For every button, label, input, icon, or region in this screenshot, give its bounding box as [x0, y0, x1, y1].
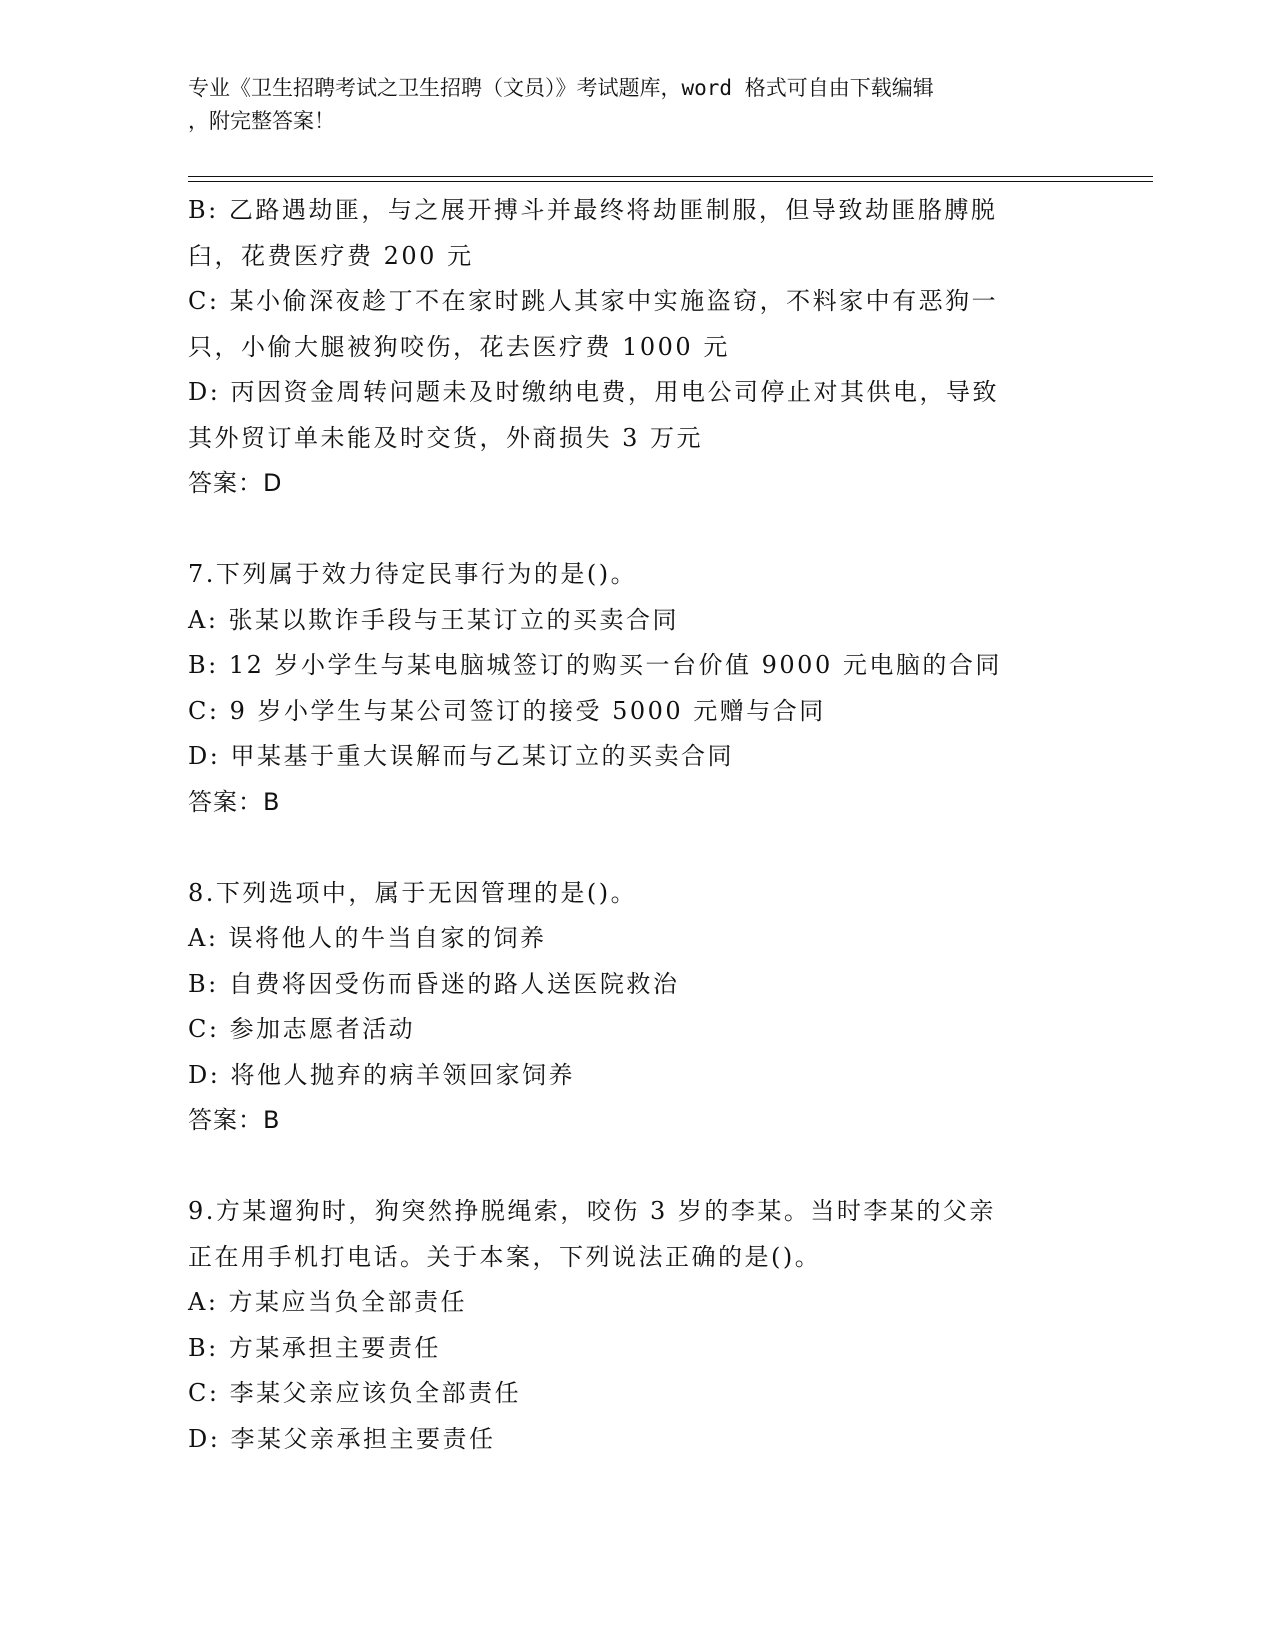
option-d: D: 将他人抛弃的病羊领回家饲养 [188, 1060, 575, 1089]
question-6-tail [188, 188, 1088, 507]
option-c: C: 参加志愿者活动 [188, 1015, 416, 1043]
header-rule-bottom [188, 181, 1153, 182]
answer: 答案：D [188, 469, 283, 497]
question-8 [188, 871, 1088, 1144]
document-body [188, 188, 1088, 1462]
question-stem-line-1: 9.方某遛狗时，狗突然挣脱绳索，咬伤 3 岁的李某。当时李某的父亲 [188, 1197, 996, 1225]
header-line-1: 专业《卫生招聘考试之卫生招聘（文员）》考试题库，word 格式可自由下载编辑 [188, 76, 934, 100]
question-stem-line-2: 正在用手机打电话。关于本案，下列说法正确的是()。 [188, 1242, 822, 1271]
option-c: C: 李某父亲应该负全部责任 [188, 1379, 522, 1407]
answer: 答案：B [188, 1106, 281, 1134]
option-b-line-1: B: 乙路遇劫匪，与之展开搏斗并最终将劫匪制服，但导致劫匪胳膊脱 [188, 196, 998, 224]
option-b: B: 12 岁小学生与某电脑城签订的购买一台价值 9000 元电脑的合同 [188, 651, 1002, 679]
option-d: D: 李某父亲承担主要责任 [188, 1424, 496, 1453]
option-c-line-1: C: 某小偷深夜趁丁不在家时跳人其家中实施盗窃，不料家中有恶狗一 [188, 287, 999, 315]
option-c: C: 9 岁小学生与某公司签订的接受 5000 元赠与合同 [188, 696, 826, 725]
option-b: B: 方某承担主要责任 [188, 1333, 441, 1362]
option-c-line-2: 只，小偷大腿被狗咬伤，花去医疗费 1000 元 [188, 332, 730, 361]
answer: 答案：B [188, 787, 281, 816]
question-stem: 8.下列选项中，属于无因管理的是()。 [188, 878, 638, 907]
option-d: D: 甲某基于重大误解而与乙某订立的买卖合同 [188, 742, 734, 770]
option-b-line-2: 臼，花费医疗费 200 元 [188, 241, 474, 270]
question-9 [188, 1189, 1088, 1462]
option-a: A: 张某以欺诈手段与王某订立的买卖合同 [188, 605, 680, 634]
option-b: B: 自费将因受伤而昏迷的路人送医院救治 [188, 969, 680, 998]
header-line-2: ，附完整答案！ [188, 109, 335, 133]
option-a: A: 方某应当负全部责任 [188, 1288, 468, 1316]
option-d-line-2: 其外贸订单未能及时交货，外商损失 3 万元 [188, 423, 704, 452]
question-7 [188, 552, 1088, 825]
option-d-line-1: D: 丙因资金周转问题未及时缴纳电费，用电公司停止对其供电，导致 [188, 378, 999, 406]
header-rule-top [188, 176, 1153, 177]
question-stem: 7.下列属于效力待定民事行为的是()。 [188, 560, 638, 588]
option-a: A: 误将他人的牛当自家的饲养 [188, 924, 547, 952]
page-header [188, 72, 1068, 138]
